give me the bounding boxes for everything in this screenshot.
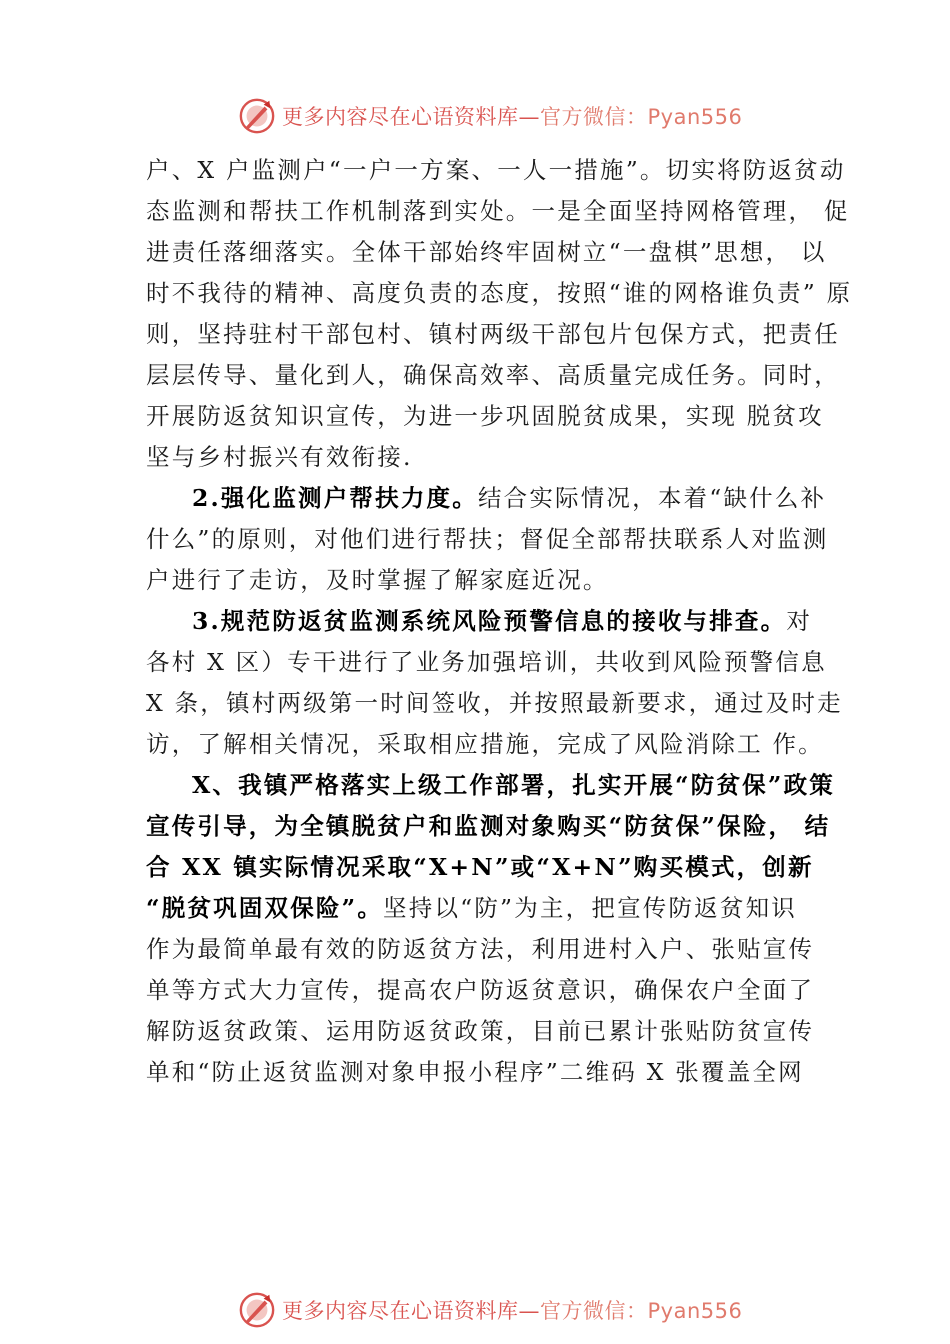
text-line: 开展防返贫知识宣传，为进一步巩固脱贫成果，实现 脱贫攻: [146, 402, 824, 430]
paragraph-3-first-line: 3.规范防返贫监测系统风险预警信息的接收与排查。对: [192, 607, 813, 635]
text-line: 单等方式大力宣传，提高农户防返贫意识，确保农户全面了: [146, 976, 815, 1004]
text-line: 单和“防止返贫监测对象申报小程序”二维码 X 张覆盖全网: [146, 1058, 804, 1086]
text-line: X 条，镇村两级第一时间签收，并按照最新要求，通过及时走: [146, 689, 843, 717]
text-line: 进责任落细落实。全体干部始终牢固树立“一盘棋”思想， 以: [146, 238, 827, 266]
bold-text-line: 宣传引导，为全镇脱贫户和监测对象购买“防贫保”保险， 结: [146, 812, 831, 840]
mixed-text-line: “脱贫巩固双保险”。坚持以“防”为主，把宣传防返贫知识: [146, 894, 797, 922]
text-line: 层层传导、量化到人，确保高效率、高质量完成任务。同时，: [146, 361, 840, 389]
header-banner: [238, 96, 758, 136]
footer-banner: [238, 1290, 758, 1330]
text-line: 各村 X 区）专干进行了业务加强培训，共收到风险预警信息: [146, 648, 827, 676]
text-line: 访，了解相关情况，采取相应措施，完成了风险消除工 作。: [146, 730, 824, 758]
header-text: 更多内容尽在心语资料库—官方微信：Pyan556: [282, 105, 743, 129]
text-line: 作为最简单最有效的防返贫方法，利用进村入户、张贴宣传: [146, 935, 815, 963]
quill-logo-icon: [238, 97, 276, 135]
text-line: 时不我待的精神、高度负责的态度，按照“谁的网格谁负责” 原: [146, 279, 853, 307]
paragraph-2-first-line: 2.强化监测户帮扶力度。结合实际情况，本着“缺什么补: [192, 484, 827, 512]
text-line: 态监测和帮扶工作机制落到实处。一是全面坚持网格管理， 促: [146, 197, 850, 225]
text-line: 则，坚持驻村干部包村、镇村两级干部包片包保方式，把责任: [146, 320, 840, 348]
paragraph-heading: 3.规范防返贫监测系统风险预警信息的接收与排查。: [192, 607, 787, 635]
text-line: 户进行了走访，及时掌握了解家庭近况。: [146, 566, 609, 594]
text-line: 坚与乡村振兴有效衔接.: [146, 443, 413, 471]
bold-text-line: 合 XX 镇实际情况采取“X+N”或“X+N”购买模式，创新: [146, 853, 814, 881]
bold-text-line: X、我镇严格落实上级工作部署，扎实开展“防贫保”政策: [192, 771, 835, 799]
quill-logo-icon: [238, 1291, 276, 1329]
footer-text: 更多内容尽在心语资料库—官方微信：Pyan556: [282, 1299, 743, 1323]
paragraph-heading: 2.强化监测户帮扶力度。: [192, 484, 478, 512]
text-line: 户、X 户监测户“一户一方案、一人一措施”。切实将防返贫动: [146, 156, 846, 184]
text-line: 什么”的原则，对他们进行帮扶；督促全部帮扶联系人对监测: [146, 525, 829, 553]
text-line: 解防返贫政策、运用防返贫政策，目前已累计张贴防贫宣传: [146, 1017, 815, 1045]
